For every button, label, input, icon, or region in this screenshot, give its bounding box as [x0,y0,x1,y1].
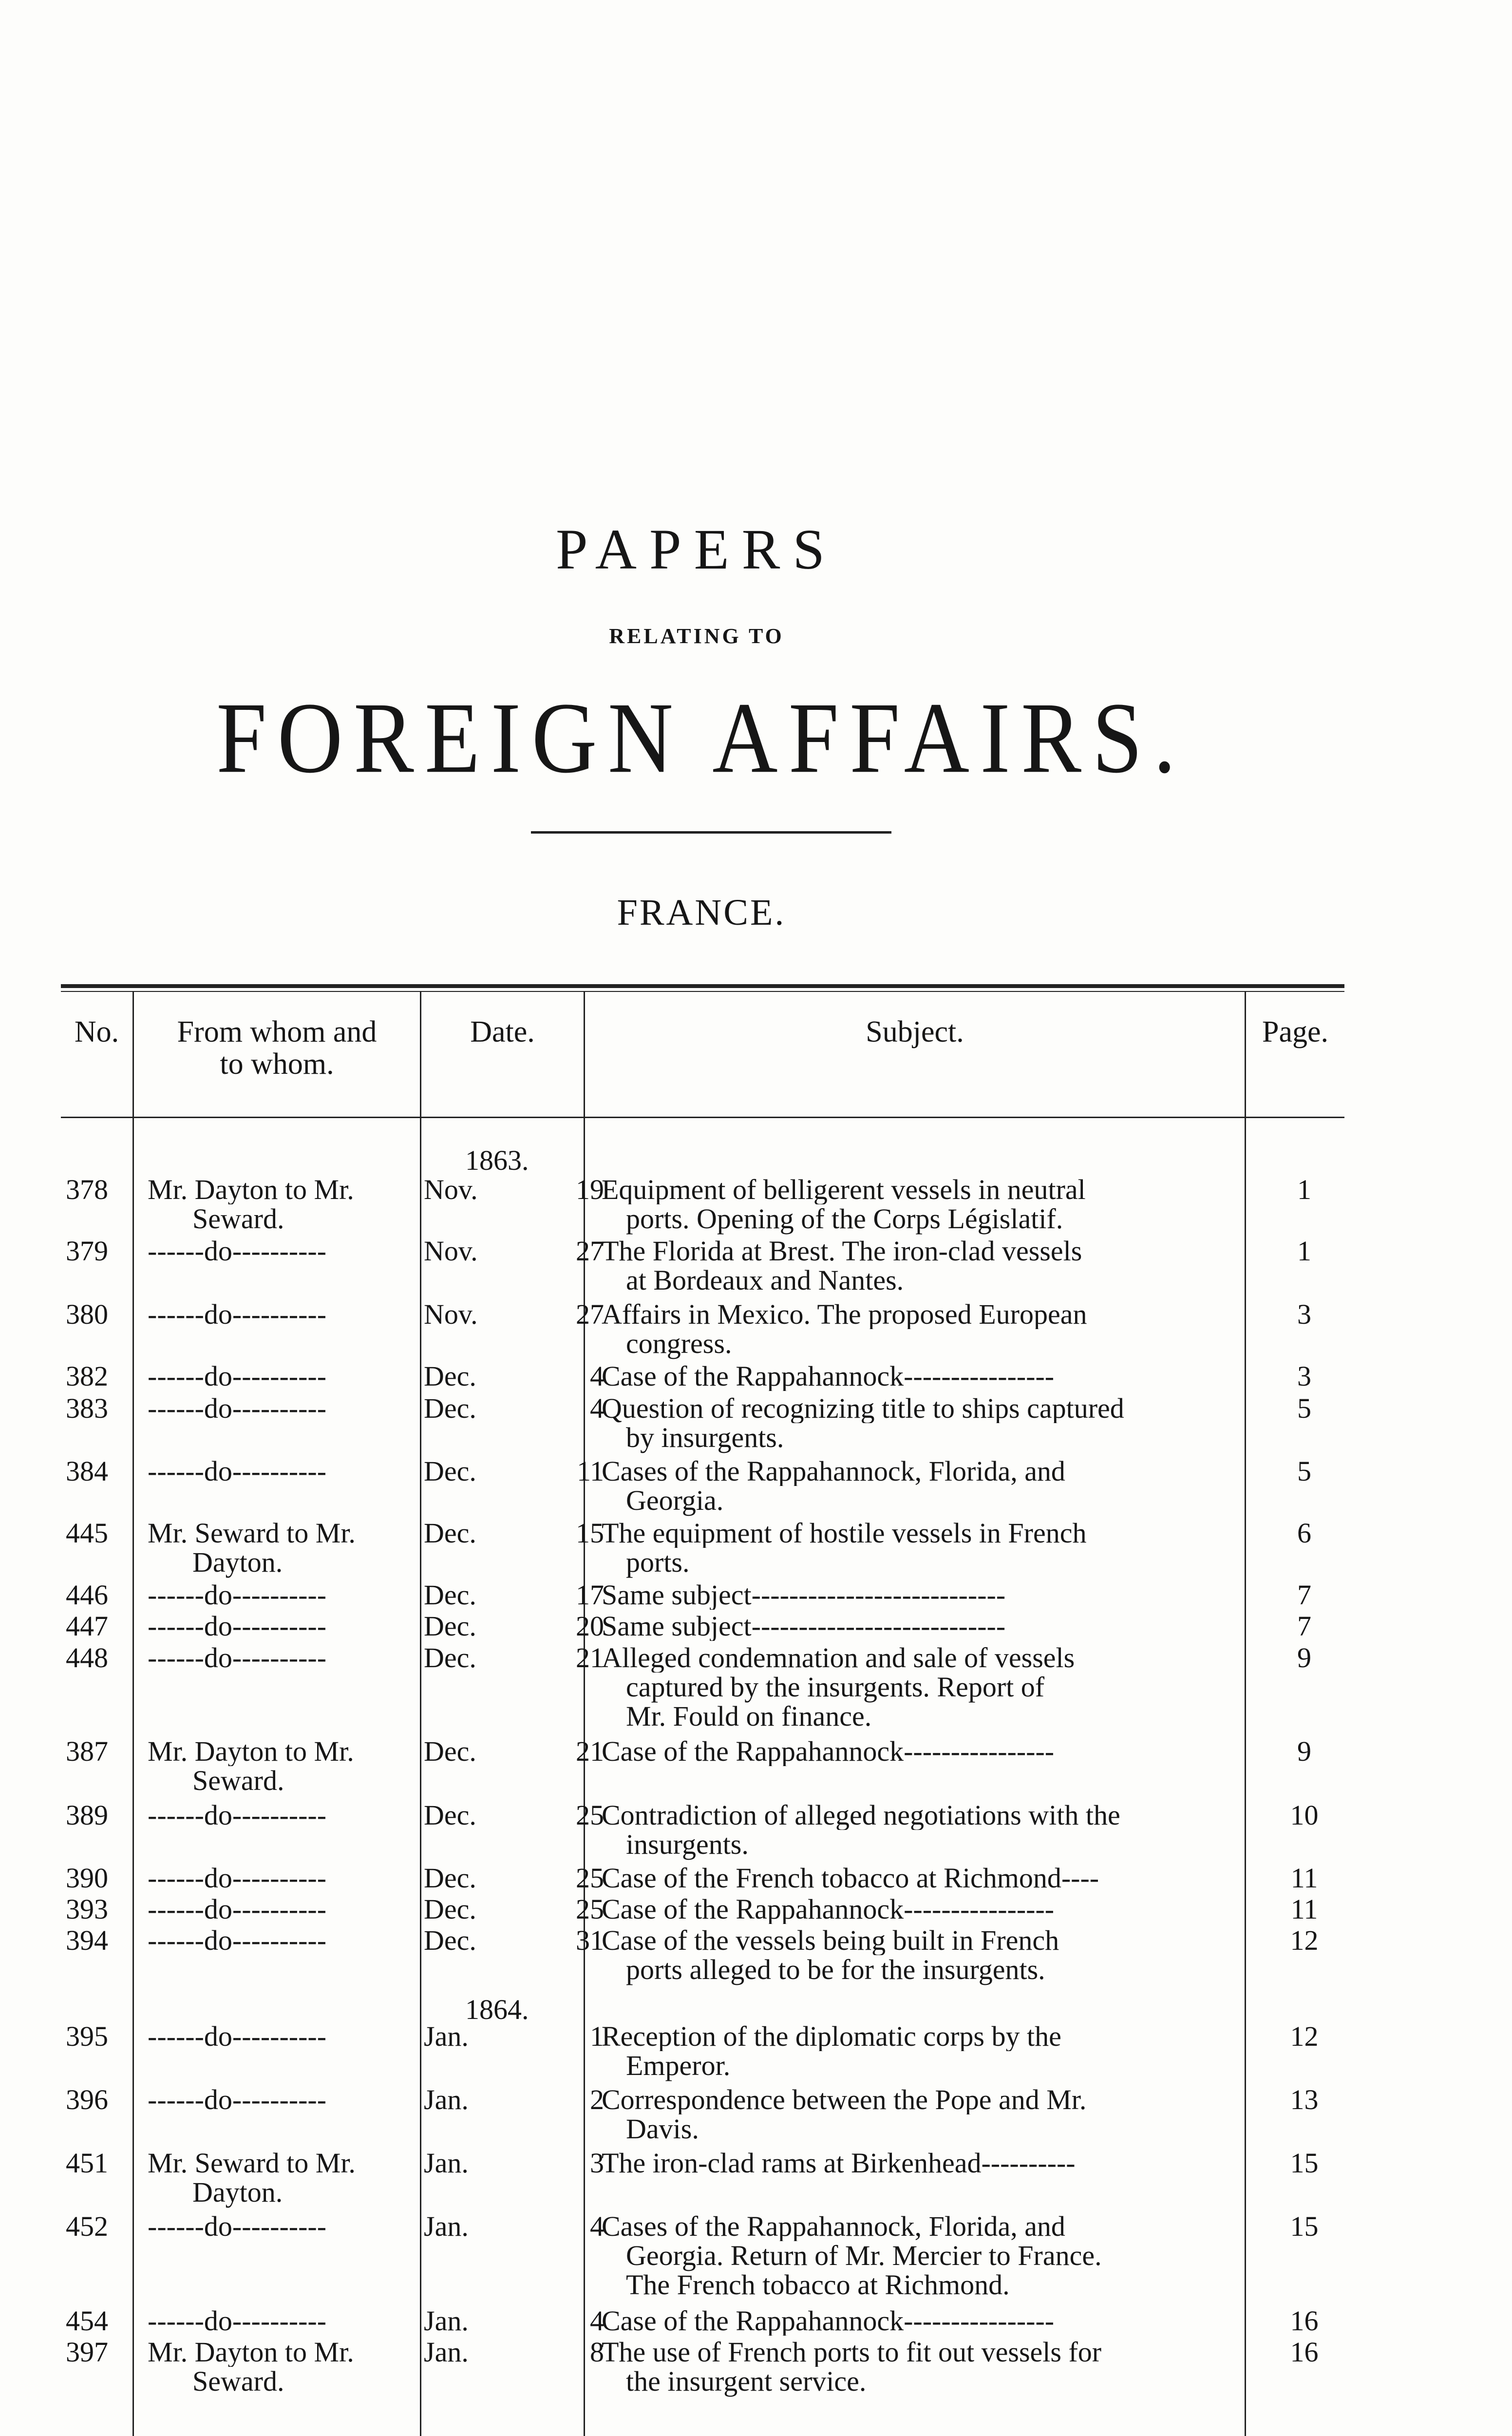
row-month: Nov. [424,1298,478,1330]
row-page: 11 [1290,1893,1318,1925]
row-subject: Question of recognizing title to ships captured [602,1394,1124,1423]
row-day: 25 [576,1893,604,1925]
row-subject-continuation: captured by the insurgents. Report of [626,1671,1045,1703]
heading-rule [531,831,891,834]
row-from: Mr. Seward to Mr. [148,2149,356,2178]
row-page: 15 [1290,2147,1319,2179]
row-subject: Case of the Rappahannock---------------- [602,1737,1055,1766]
row-page: 5 [1297,1455,1311,1487]
row-month: Dec. [424,1517,476,1549]
column-header-subject: Subject. [866,1015,964,1048]
row-subject-continuation: ports. [626,1546,690,1578]
table-row [61,1864,1344,1893]
row-day: 21 [576,1735,604,1767]
row-month: Jan. [424,2336,469,2368]
row-number: 390 [66,1862,108,1894]
column-header-date: Date. [470,1015,535,1048]
row-page: 1 [1297,1235,1311,1267]
row-month: Dec. [424,1392,476,1424]
row-from: Mr. Dayton to Mr. [148,1175,354,1204]
row-month: Nov. [424,1174,478,1205]
row-page: 12 [1290,2020,1319,2052]
row-subject: Contradiction of alleged negotiations with the [602,1801,1120,1830]
row-number: 389 [66,1799,108,1831]
row-page: 12 [1290,1924,1319,1956]
year-label: 1864. [465,1994,529,2025]
row-day: 4 [590,1360,604,1392]
table-row [61,1737,1344,1766]
row-day: 4 [590,2210,604,2242]
row-number: 395 [66,2020,108,2052]
row-page: 9 [1297,1735,1311,1767]
table-row [61,1612,1344,1641]
table-row [61,2085,1344,2114]
row-number: 454 [66,2305,108,2337]
row-subject: Case of the vessels being built in French [602,1926,1059,1955]
row-number: 394 [66,1924,108,1956]
row-page: 10 [1290,1799,1319,1831]
row-month: Jan. [424,2147,469,2179]
row-subject-continuation: congress. [626,1328,732,1359]
row-subject: Same subject--------------------------- [602,1612,1006,1641]
row-page: 16 [1290,2336,1319,2368]
row-subject-continuation: ports. Opening of the Corps Législatif. [626,1203,1063,1235]
row-subject: Reception of the diplomatic corps by the [602,2022,1061,2051]
row-from: ------do---------- [148,1394,327,1423]
row-page: 5 [1297,1392,1311,1424]
row-number: 448 [66,1642,108,1674]
row-subject: Cases of the Rappahannock, Florida, and [602,2212,1065,2241]
row-day: 3 [590,2147,604,2179]
row-subject-continuation: ports alleged to be for the insurgents. [626,1954,1045,1985]
row-from: ------do---------- [148,1895,327,1924]
row-subject: Same subject--------------------------- [602,1580,1006,1610]
row-day: 25 [576,1862,604,1894]
row-subject-continuation: Georgia. [626,1484,724,1516]
row-number: 446 [66,1579,108,1611]
table-row [61,2149,1344,2178]
row-month: Jan. [424,2305,469,2337]
row-day: 21 [576,1642,604,1674]
row-from-continuation: Seward. [192,2365,284,2397]
row-month: Dec. [424,1893,476,1925]
row-subject: Correspondence between the Pope and Mr. [602,2085,1087,2114]
row-page: 9 [1297,1642,1311,1674]
row-day: 11 [577,1455,604,1487]
row-from: Mr. Dayton to Mr. [148,1737,354,1766]
column-header-from [134,1016,420,1080]
row-number: 379 [66,1235,108,1267]
table-row [61,2022,1344,2051]
column-header-from-line2: to whom. [220,1047,334,1081]
row-from: ------do---------- [148,2306,327,2336]
row-page: 3 [1297,1360,1311,1392]
table-top-rule-thin [61,991,1344,992]
page-heading: FOREIGN AFFAIRS. [216,682,1187,795]
row-page: 7 [1297,1610,1311,1642]
table-row [61,1643,1344,1673]
row-subject-continuation: the insurgent service. [626,2365,867,2397]
table-row [61,1457,1344,1486]
row-from: ------do---------- [148,1801,327,1830]
row-subject: Case of the Rappahannock---------------- [602,1895,1055,1924]
column-header-no: No. [74,1015,119,1048]
row-number: 382 [66,1360,108,1392]
row-day: 27 [576,1235,604,1267]
row-day: 25 [576,1799,604,1831]
table-row [61,1300,1344,1329]
row-subject: Equipment of belligerent vessels in neutral [602,1175,1086,1204]
table-row [61,1362,1344,1391]
row-page: 16 [1290,2305,1319,2337]
row-month: Dec. [424,1610,476,1642]
row-from: ------do---------- [148,1580,327,1610]
row-subject-continuation: Emperor. [626,2050,731,2081]
row-from: ------do---------- [148,1362,327,1391]
table-row [61,1394,1344,1423]
row-day: 19 [576,1174,604,1205]
table-row [61,2212,1344,2241]
page-subtitle: RELATING TO [609,624,784,648]
row-month: Dec. [424,1579,476,1611]
row-day: 8 [590,2336,604,2368]
row-month: Nov. [424,1235,478,1267]
table-row [61,1237,1344,1266]
row-from: ------do---------- [148,1926,327,1955]
row-day: 17 [576,1579,604,1611]
table-row [61,1801,1344,1830]
row-day: 27 [576,1298,604,1330]
row-day: 31 [576,1924,604,1956]
row-subject: Affairs in Mexico. The proposed European [602,1300,1087,1329]
row-day: 4 [590,1392,604,1424]
row-day: 2 [590,2084,604,2115]
row-from-continuation: Seward. [192,1765,284,1796]
row-subject: Case of the French tobacco at Richmond---- [602,1864,1099,1893]
row-month: Dec. [424,1642,476,1674]
row-month: Jan. [424,2210,469,2242]
row-page: 7 [1297,1579,1311,1611]
row-number: 397 [66,2336,108,2368]
table-row [61,1926,1344,1955]
row-subject: Cases of the Rappahannock, Florida, and [602,1457,1065,1486]
table-row [61,1519,1344,1548]
row-number: 387 [66,1735,108,1767]
row-month: Dec. [424,1455,476,1487]
table-header-rule [61,1117,1344,1118]
row-subject: The use of French ports to fit out vessels for [602,2338,1102,2367]
row-month: Jan. [424,2084,469,2115]
row-number: 396 [66,2084,108,2115]
row-number: 445 [66,1517,108,1549]
row-from: ------do---------- [148,2022,327,2051]
row-from: ------do---------- [148,1237,327,1266]
row-subject: Case of the Rappahannock---------------- [602,2306,1055,2336]
row-number: 378 [66,1174,108,1205]
row-day: 15 [576,1517,604,1549]
row-month: Jan. [424,2020,469,2052]
row-number: 452 [66,2210,108,2242]
column-header-from-line1: From whom and [177,1015,377,1048]
row-from: ------do---------- [148,1300,327,1329]
row-number: 447 [66,1610,108,1642]
column-header-page: Page. [1262,1015,1329,1048]
row-from: ------do---------- [148,1457,327,1486]
row-month: Dec. [424,1862,476,1894]
row-subject-continuation: Georgia. Return of Mr. Mercier to France. [626,2240,1102,2271]
row-from: Mr. Seward to Mr. [148,1519,356,1548]
year-label: 1863. [465,1144,529,1176]
row-number: 383 [66,1392,108,1424]
row-page: 6 [1297,1517,1311,1549]
row-from-continuation: Dayton. [192,1546,283,1578]
row-day: 1 [590,2020,604,2052]
table-row [61,1895,1344,1924]
row-month: Dec. [424,1924,476,1956]
row-day: 20 [576,1610,604,1642]
row-page: 15 [1290,2210,1319,2242]
row-subject-continuation: Mr. Fould on finance. [626,1700,872,1732]
row-subject: Case of the Rappahannock---------------- [602,1362,1055,1391]
section-title: FRANCE. [617,892,786,933]
row-subject: Alleged condemnation and sale of vessels [602,1643,1075,1673]
row-number: 393 [66,1893,108,1925]
row-subject: The equipment of hostile vessels in French [602,1519,1087,1548]
row-subject: The iron-clad rams at Birkenhead---------- [602,2149,1076,2178]
page-title: PAPERS [555,517,838,581]
row-page: 13 [1290,2084,1319,2115]
table-top-rule [61,984,1344,988]
row-subject-continuation: by insurgents. [626,1422,784,1453]
table-row [61,1580,1344,1610]
row-from: ------do---------- [148,1643,327,1673]
row-day: 4 [590,2305,604,2337]
row-from-continuation: Seward. [192,1203,284,1235]
row-from: ------do---------- [148,2212,327,2241]
row-subject-continuation: insurgents. [626,1828,749,1860]
row-page: 1 [1297,1174,1311,1205]
row-month: Dec. [424,1360,476,1392]
table-row [61,1175,1344,1204]
row-subject-continuation: Davis. [626,2113,699,2145]
row-from-continuation: Dayton. [192,2176,283,2208]
row-number: 451 [66,2147,108,2179]
row-number: 380 [66,1298,108,1330]
row-from: ------do---------- [148,1864,327,1893]
row-number: 384 [66,1455,108,1487]
row-page: 11 [1290,1862,1318,1894]
row-page: 3 [1297,1298,1311,1330]
row-from: Mr. Dayton to Mr. [148,2338,354,2367]
row-subject: The Florida at Brest. The iron-clad vessels [602,1237,1082,1266]
row-subject-continuation: at Bordeaux and Nantes. [626,1264,904,1296]
row-month: Dec. [424,1735,476,1767]
row-month: Dec. [424,1799,476,1831]
row-from: ------do---------- [148,1612,327,1641]
row-subject-continuation: The French tobacco at Richmond. [626,2269,1010,2301]
row-from: ------do---------- [148,2085,327,2114]
table-row [61,2338,1344,2367]
table-row [61,2306,1344,2336]
